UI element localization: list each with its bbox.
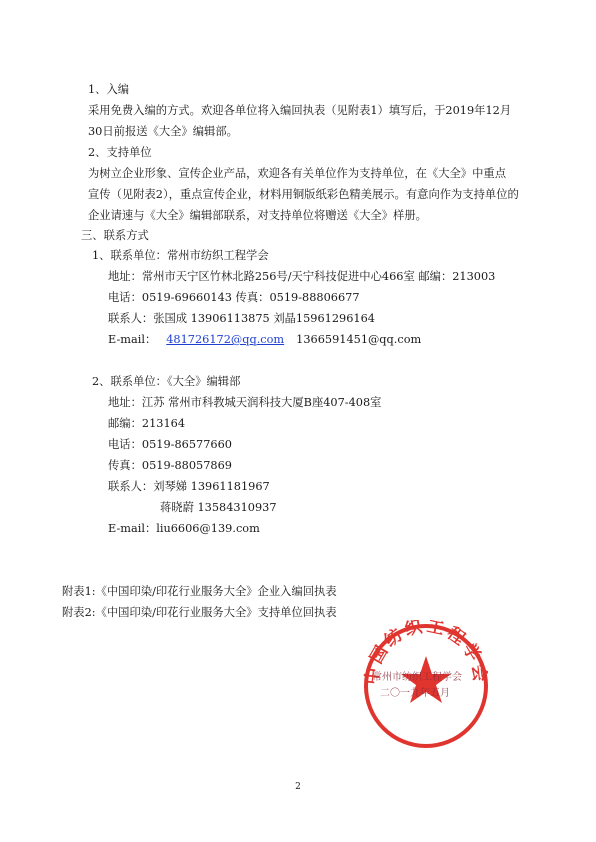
page-number: 2 <box>295 782 301 792</box>
contact1-email-row <box>108 332 421 348</box>
seal-graphic <box>360 620 492 752</box>
section2-para-line2: 宣传（见附表2），重点宣传企业，材料用铜版纸彩色精美展示。有意向作为支持单位的 <box>88 188 519 201</box>
contact2-address: 地址：江苏 常州市科教城天润科技大厦B座407-408室 <box>108 396 382 409</box>
appendix-2: 附表2:《中国印染/印花行业服务大全》支持单位回执表 <box>62 606 337 619</box>
section1-para-line2: 30日前报送《大全》编辑部。 <box>88 125 238 138</box>
signature-org: 常州市纺织工程学会 <box>372 672 462 683</box>
appendix-1: 附表1:《中国印染/印花行业服务大全》企业入编回执表 <box>62 585 337 598</box>
contact2-contact-a: 联系人：刘琴娣 13961181967 <box>108 480 270 493</box>
contact2-phone: 电话：0519-86577660 <box>108 438 232 451</box>
contact2-contact-b: 蒋晓蔚 13584310937 <box>160 501 277 514</box>
section2-para-line1: 为树立企业形象、宣传企业产品，欢迎各有关单位作为支持单位，在《大全》中重点 <box>88 167 506 180</box>
contact2-unit: 2、联系单位：《大全》编辑部 <box>92 375 241 388</box>
section2-para-line3: 企业请速与《大全》编辑部联系，对支持单位将赠送《大全》样册。 <box>88 209 427 222</box>
contact1-phone: 电话：0519-69660143 传真：0519-88806677 <box>108 291 360 304</box>
section2-heading: 2、支持单位 <box>88 146 152 159</box>
contact2-postcode: 邮编：213164 <box>108 417 186 430</box>
contact1-unit: 1、联系单位：常州市纺织工程学会 <box>92 249 269 262</box>
signature-date: 二〇一九年五月 <box>380 688 450 699</box>
contact1-contacts: 联系人：张国成 13906113875 刘晶15961296164 <box>108 312 375 325</box>
section1-para-line1: 采用免费入编的方式。欢迎各单位将入编回执表（见附表1）填写后，于2019年12月 <box>88 104 512 117</box>
organization-seal <box>360 620 492 752</box>
section1-heading: 1、入编 <box>88 83 130 96</box>
section3-heading: 三、联系方式 <box>81 229 149 242</box>
contact1-email-other: 1366591451@qq.com <box>296 333 422 346</box>
contact1-address: 地址：常州市天宁区竹林北路256号/天宁科技促进中心466室 邮编：213003 <box>108 270 496 283</box>
contact1-email-link[interactable]: 481726172@qq.com <box>166 333 285 346</box>
contact2-email: E-mail：liu6606@139.com <box>108 522 260 535</box>
contact2-fax: 传真：0519-88057869 <box>108 459 232 472</box>
contact1-email-label: E-mail： <box>108 333 157 346</box>
seal-text: 中国纺织工程学会 <box>362 620 490 686</box>
